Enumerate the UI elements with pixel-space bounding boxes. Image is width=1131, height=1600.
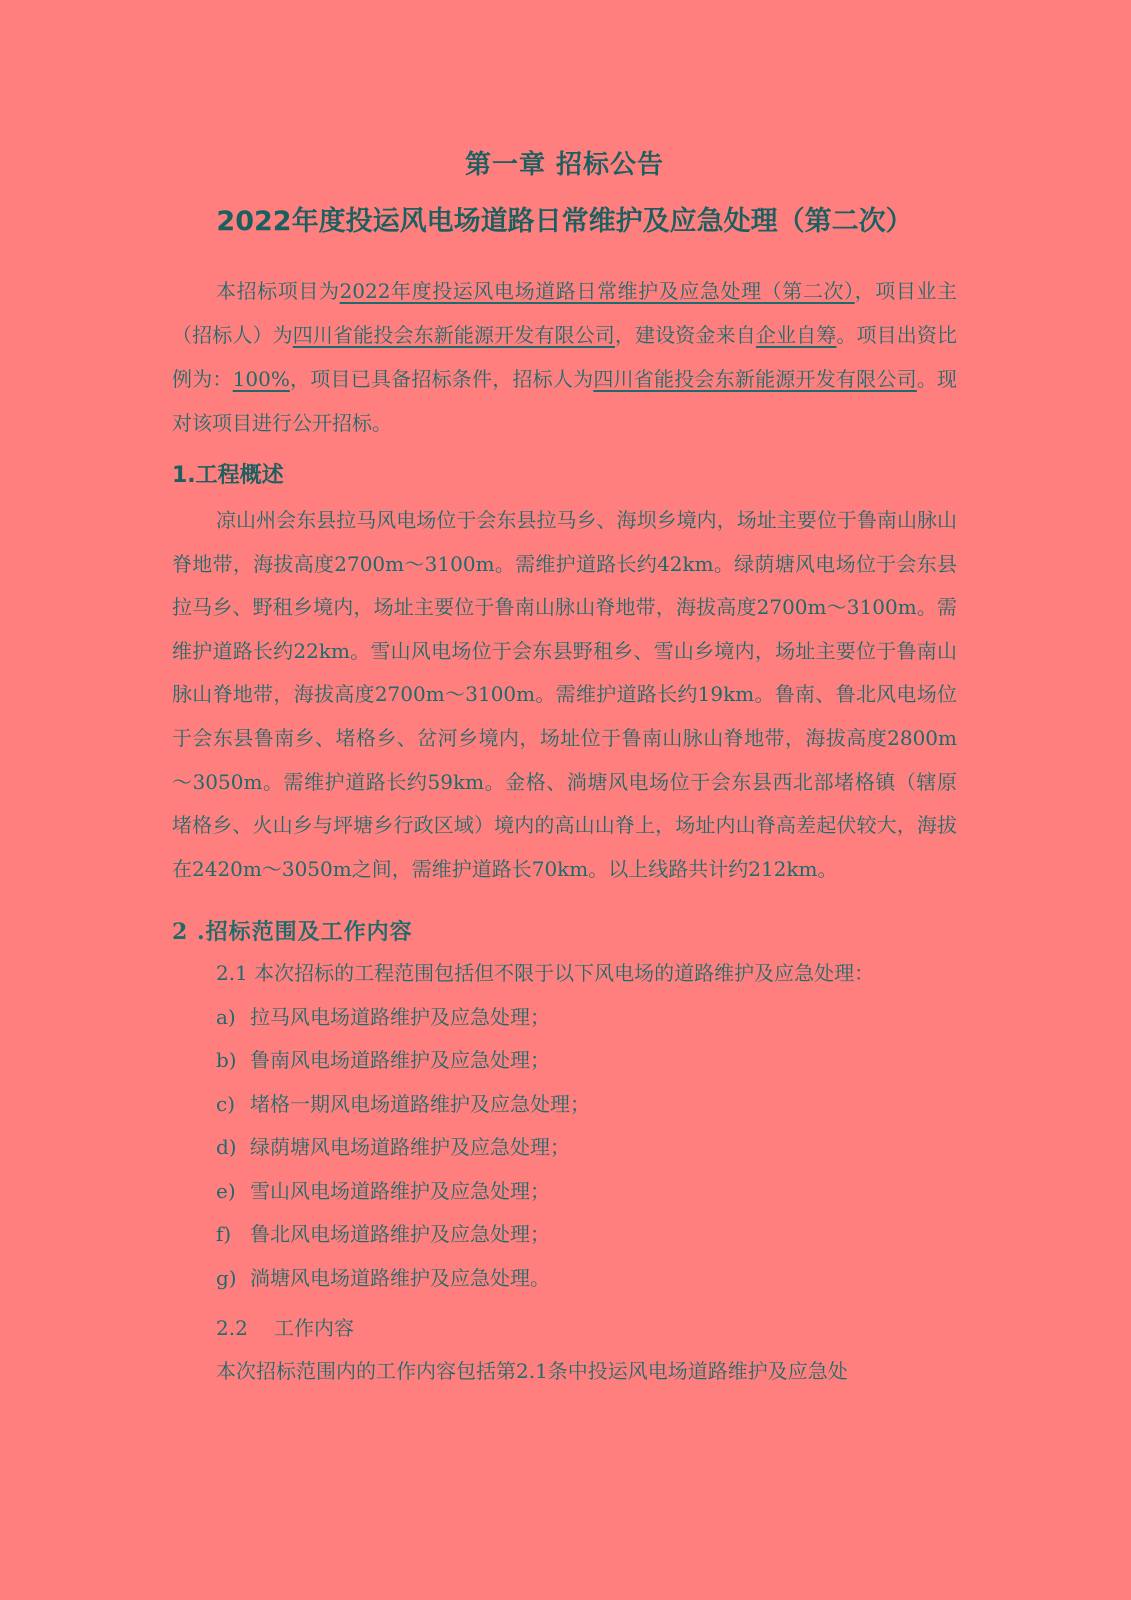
list-item-label: f) bbox=[216, 1222, 232, 1247]
list-item-label: d) bbox=[216, 1135, 237, 1160]
project-name: 2022年度投运风电场道路日常维护及应急处理（第二次） bbox=[339, 279, 855, 303]
intro-text-3: ，建设资金来自 bbox=[614, 323, 756, 347]
list-item bbox=[216, 1222, 957, 1247]
subsection-number: 2.2 bbox=[216, 1315, 248, 1340]
list-item-text: 堵格一期风电场道路维护及应急处理； bbox=[250, 1091, 590, 1116]
section-2-heading: 2 .招标范围及工作内容 bbox=[172, 919, 413, 946]
intro-paragraph bbox=[172, 269, 957, 445]
fund-source: 企业自筹 bbox=[755, 323, 837, 347]
list-item bbox=[216, 1178, 957, 1203]
chapter-title: 第一章 招标公告 bbox=[464, 150, 665, 180]
list-item-text: 鲁南风电场道路维护及应急处理； bbox=[250, 1048, 550, 1073]
scope-list bbox=[172, 1004, 957, 1290]
project-owner: 四川省能投会东新能源开发有限公司 bbox=[292, 323, 615, 347]
funding-ratio: 100% bbox=[232, 367, 290, 391]
subsection-title: 工作内容 bbox=[274, 1315, 354, 1340]
section-1-heading: 1.工程概述 bbox=[172, 463, 284, 488]
list-item bbox=[216, 1265, 957, 1290]
list-item-text: 绿荫塘风电场道路维护及应急处理； bbox=[250, 1135, 570, 1160]
section-1-body: 凉山州会东县拉马风电场位于会东县拉马乡、海坝乡境内，场址主要位于鲁南山脉山脊地带，海拔高度2700m～3100m。需维护道路长约42km。绿荫塘风电场位于会东县拉马乡、野租乡境内，场址主要位于鲁南山脉山脊地带，海拔高度2700m～3100m。需维护道路长约22km。雪山风电场位于会东县野租乡、雪山乡境内，场址主要位于鲁南山脉山脊地带，海拔高度2700m～3100m。需维护道路长约19km。鲁南、鲁北风电场位于会东县鲁南乡、堵格乡、岔河乡境内，场址位于鲁南山脉山脊地带，海拔高度2800m～3050m。需维护道路长约59km。金格、淌塘风电场位于会东县西北部堵格镇（辖原堵格乡、火山乡与坪塘乡行政区域）境内的高山山脊上，场址内山脊高差起伏较大，海拔在2420m～3050m之间，需维护道路长70km。以上线路共计约212km。 bbox=[172, 508, 957, 881]
list-item bbox=[216, 1135, 957, 1160]
intro-text-4: 。项目出资比例为： bbox=[172, 323, 958, 391]
intro-text-6: 。现对该项目进行公开招标。 bbox=[172, 367, 958, 435]
list-item-text: 鲁北风电场道路维护及应急处理； bbox=[250, 1222, 550, 1247]
list-item bbox=[216, 1091, 957, 1116]
intro-text-5: ，项目已具备招标条件，招标人为 bbox=[289, 367, 594, 391]
list-item bbox=[216, 1048, 957, 1073]
scope-intro: 2.1 本次招标的工程范围包括但不限于以下风电场的道路维护及应急处理： bbox=[216, 961, 875, 986]
list-item-label: b) bbox=[216, 1048, 237, 1073]
list-item-label: c) bbox=[216, 1091, 236, 1116]
list-item-label: a) bbox=[216, 1004, 236, 1029]
tenderer-name: 四川省能投会东新能源开发有限公司 bbox=[593, 367, 917, 391]
list-item-text: 拉马风电场道路维护及应急处理； bbox=[250, 1004, 550, 1029]
list-item-label: g) bbox=[216, 1265, 237, 1290]
list-item-text: 雪山风电场道路维护及应急处理； bbox=[250, 1178, 550, 1203]
intro-text-1: 本招标项目为 bbox=[216, 279, 340, 303]
list-item bbox=[216, 1004, 957, 1029]
list-item-text: 淌塘风电场道路维护及应急处理。 bbox=[250, 1265, 550, 1290]
list-item-label: e) bbox=[216, 1178, 236, 1203]
work-content-paragraph: 本次招标范围内的工作内容包括第2.1条中投运风电场道路维护及应急处 bbox=[216, 1358, 848, 1383]
intro-text-2: ，项目业主（招标人）为 bbox=[172, 279, 958, 347]
subsection-2-2-heading bbox=[172, 1315, 957, 1340]
document-title: 2022年度投运风电场道路日常维护及应急处理（第二次） bbox=[216, 206, 913, 237]
document-content bbox=[172, 140, 957, 1381]
